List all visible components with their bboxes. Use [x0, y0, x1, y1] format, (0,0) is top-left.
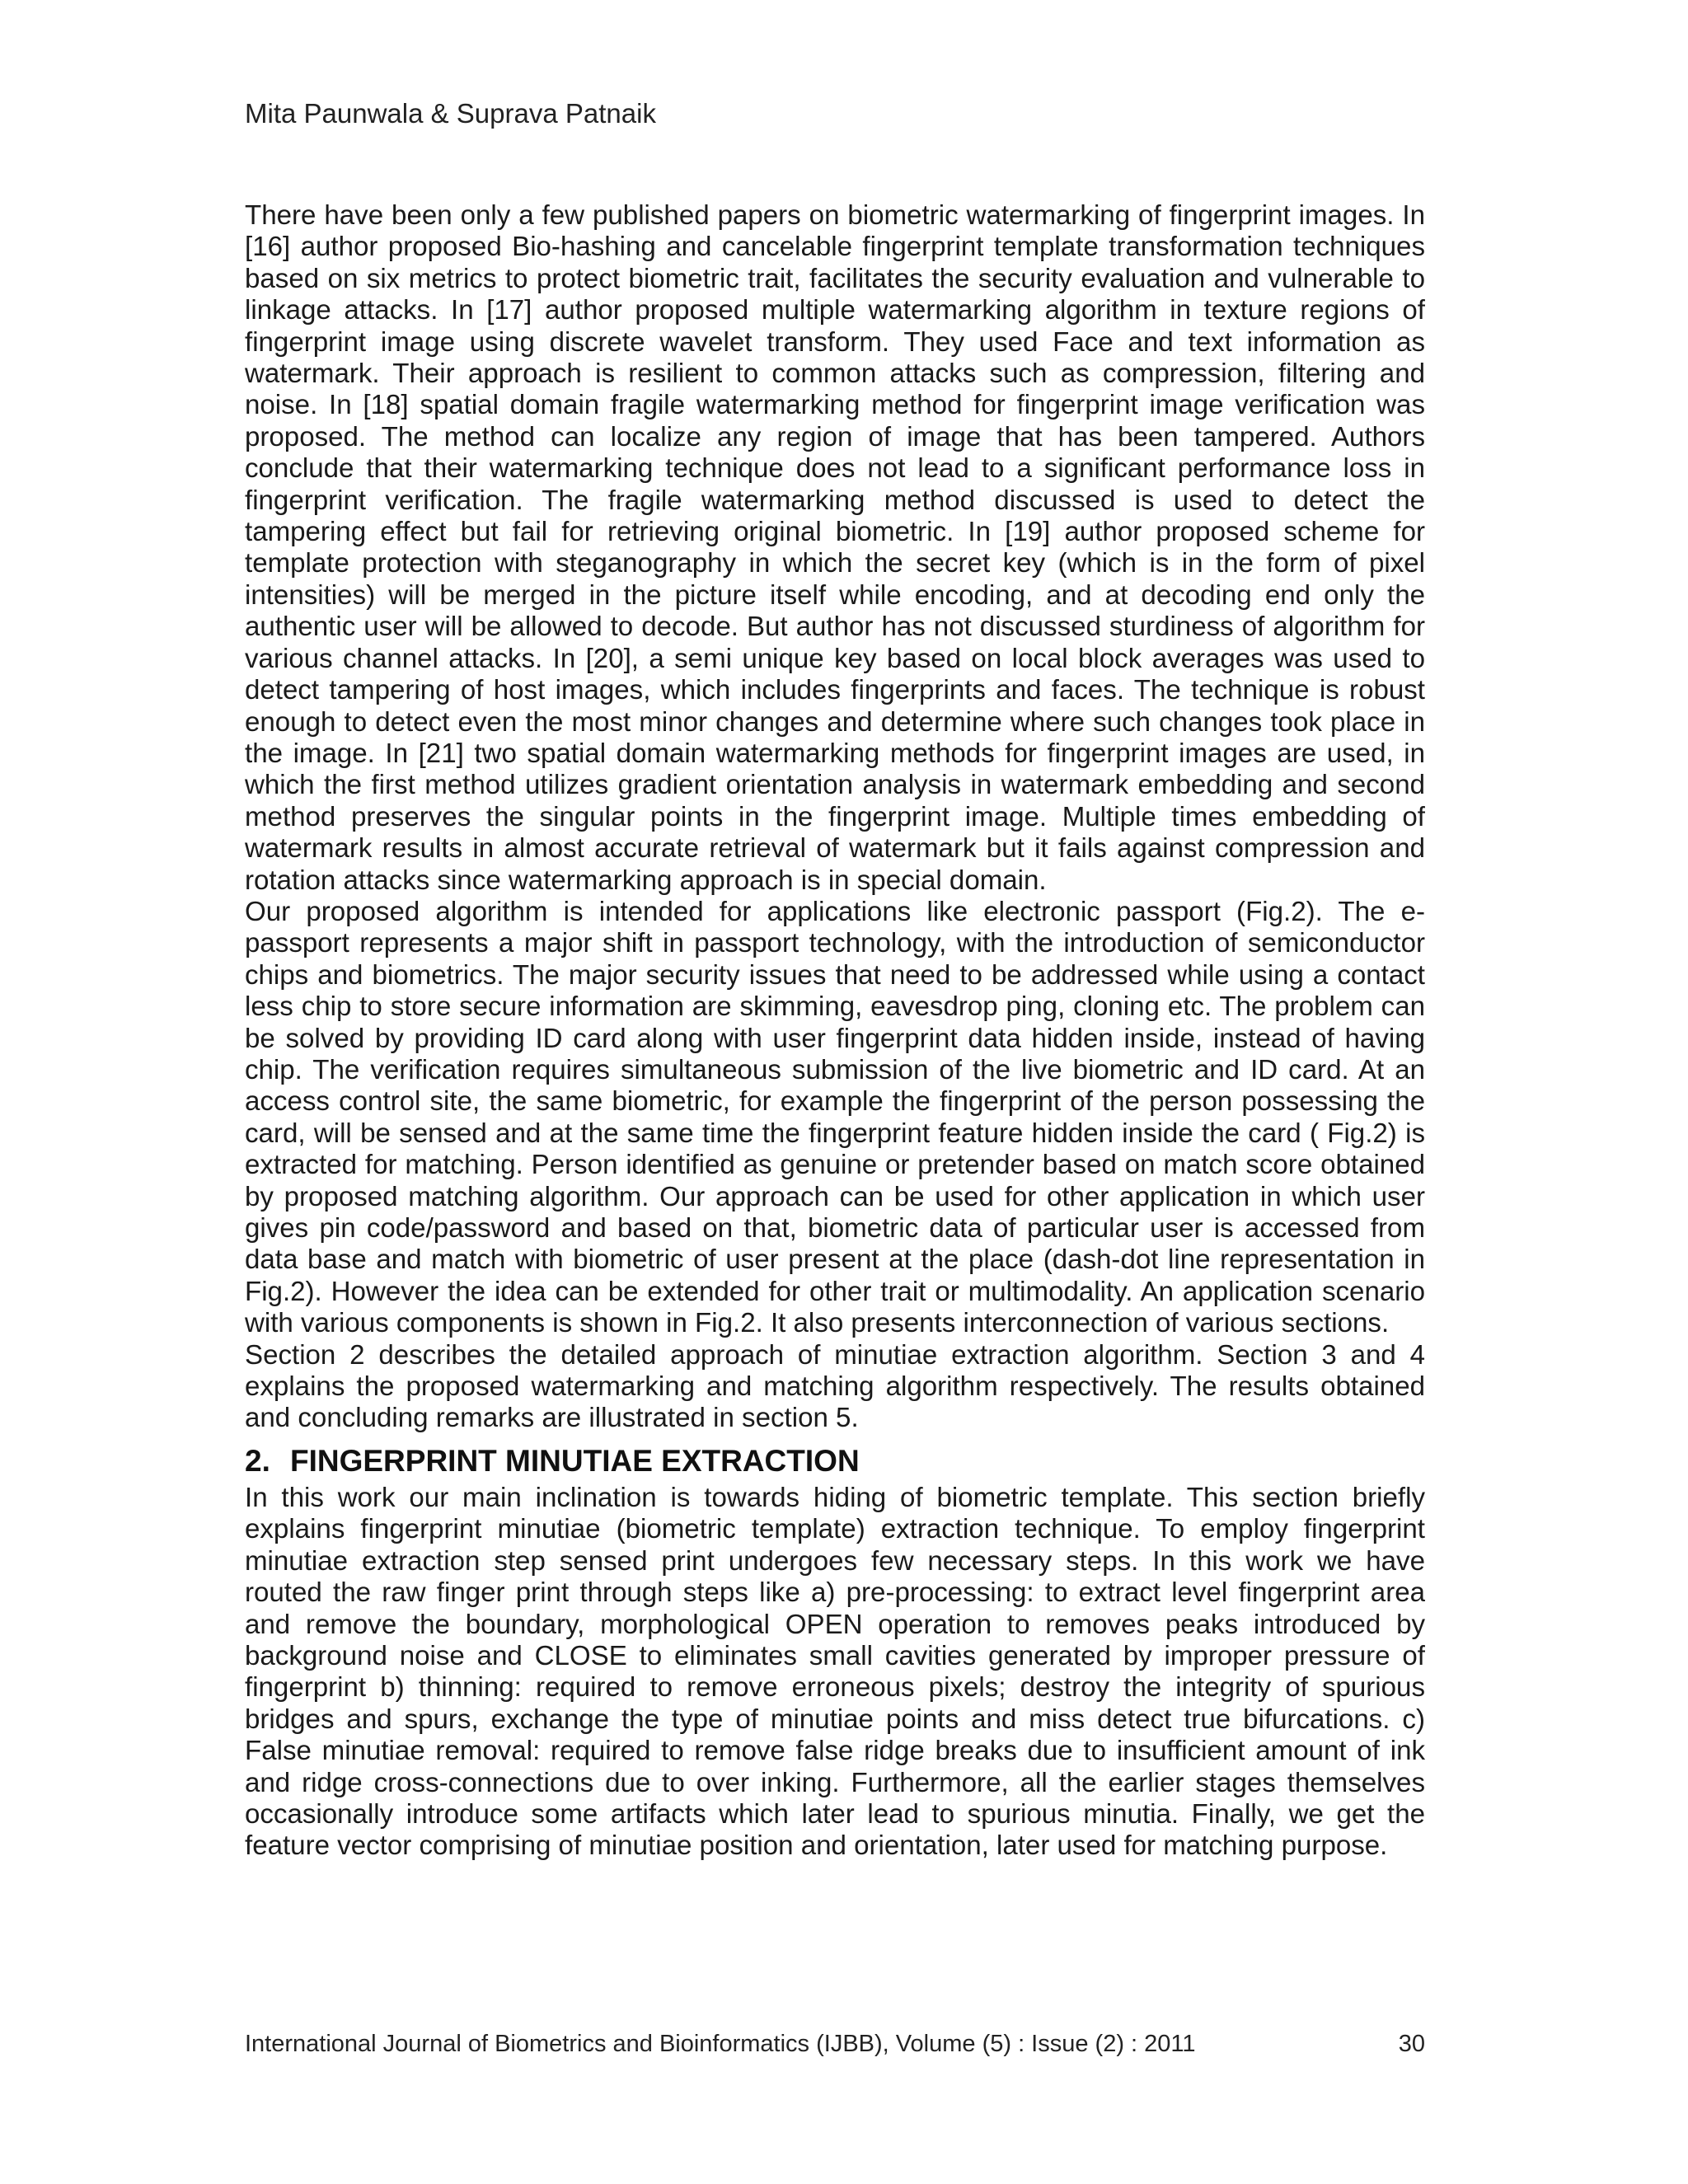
paragraph-proposed-application: Our proposed algorithm is intended for applications like electronic passport (Fig.2). The e-passport represents a major shift in passport technology, with the introduction of semiconductor chips and biometrics. The major security issues that need to be addressed while using a contact less chip to store secure information are skimming, eavesdrop ping, cloning etc. The problem can be solved by providing ID card along with user fingerprint data hidden inside, instead of having chip. The verification requires simultaneous submission of the live biometric and ID card. At an access control site, the same biometric, for example the fingerprint of the person possessing the card, will be sensed and at the same time the fingerprint feature hidden inside the card ( Fig.2) is extracted for matching. Person identified as genuine or pretender based on match score obtained by proposed matching algorithm. Our approach can be used for other application in which user gives pin code/password and based on that, biometric data of particular user is accessed from data base and match with biometric of user present at the place (dash-dot line representation in Fig.2). However the idea can be extended for other trait or multimodality. An application scenario with various components is shown in Fig.2. It also presents interconnection of various sections.: [245, 896, 1425, 1339]
section-text: [245, 1483, 1425, 1863]
paragraph-related-work: There have been only a few published papers on biometric watermarking of fingerprint images. In [16] author proposed Bio-hashing and cancelable fingerprint template transformation techniques based on six metrics to protect biometric trait, facilitates the security evaluation and vulnerable to linkage attacks. In [17] author proposed multiple watermarking algorithm in texture regions of fingerprint image using discrete wavelet transform. They used Face and text information as watermark. Their approach is resilient to common attacks such as compression, filtering and noise. In [18] spatial domain fragile watermarking method for fingerprint image verification was proposed. The method can localize any region of image that has been tampered. Authors conclude that their watermarking technique does not lead to a significant performance loss in fingerprint verification. The fragile watermarking method discussed is used to detect the tampering effect but fail for retrieving original biometric. In [19] author proposed scheme for template protection with steganography in which the secret key (which is in the form of pixel intensities) will be merged in the picture itself while encoding, and at decoding end only the authentic user will be allowed to decode. But author has not discussed sturdiness of algorithm for various channel attacks. In [20], a semi unique key based on local block averages was used to detect tampering of host images, which includes fingerprints and faces. The technique is robust enough to detect even the most minor changes and determine where such changes took place in the image. In [21] two spatial domain watermarking methods for fingerprint images are used, in which the first method utilizes gradient orientation analysis in watermark embedding and second method preserves the singular points in the fingerprint image. Multiple times embedding of watermark results in almost accurate retrieval of watermark but it fails against compression and rotation attacks since watermarking approach is in special domain.: [245, 200, 1425, 896]
paragraph-minutiae-extraction: In this work our main inclination is towards hiding of biometric template. This section briefly explains fingerprint minutiae (biometric template) extraction technique. To employ fingerprint minutiae extraction step sensed print undergoes few necessary steps. In this work we have routed the raw finger print through steps like a) pre-processing: to extract level fingerprint area and remove the boundary, morphological OPEN operation to removes peaks introduced by background noise and CLOSE to eliminates small cavities generated by improper pressure of fingerprint b) thinning: required to remove erroneous pixels; destroy the integrity of spurious bridges and spurs, exchange the type of minutiae points and miss detect true bifurcations. c) False minutiae removal: required to remove false ridge breaks due to insufficient amount of ink and ridge cross-connections due to over inking. Furthermore, all the earlier stages themselves occasionally introduce some artifacts which later lead to spurious minutia. Finally, we get the feature vector comprising of minutiae position and orientation, later used for matching purpose.: [245, 1483, 1425, 1862]
body-text: [245, 200, 1425, 1435]
section-title: FINGERPRINT MINUTIAE EXTRACTION: [290, 1444, 860, 1478]
section-number: 2.: [245, 1444, 270, 1478]
running-head: Mita Paunwala & Suprava Patnaik: [245, 98, 656, 129]
section-heading: [245, 1443, 860, 1479]
paragraph-paper-organization: Section 2 describes the detailed approach of minutiae extraction algorithm. Section 3 and 4 explains the proposed watermarking and matching algorithm respectively. The results obtained and concluding remarks are illustrated in section 5.: [245, 1339, 1425, 1434]
page-number: 30: [1398, 2031, 1425, 2057]
footer-journal-citation: International Journal of Biometrics and Bioinformatics (IJBB), Volume (5) : Issue (2) : 2011: [245, 2031, 1196, 2057]
